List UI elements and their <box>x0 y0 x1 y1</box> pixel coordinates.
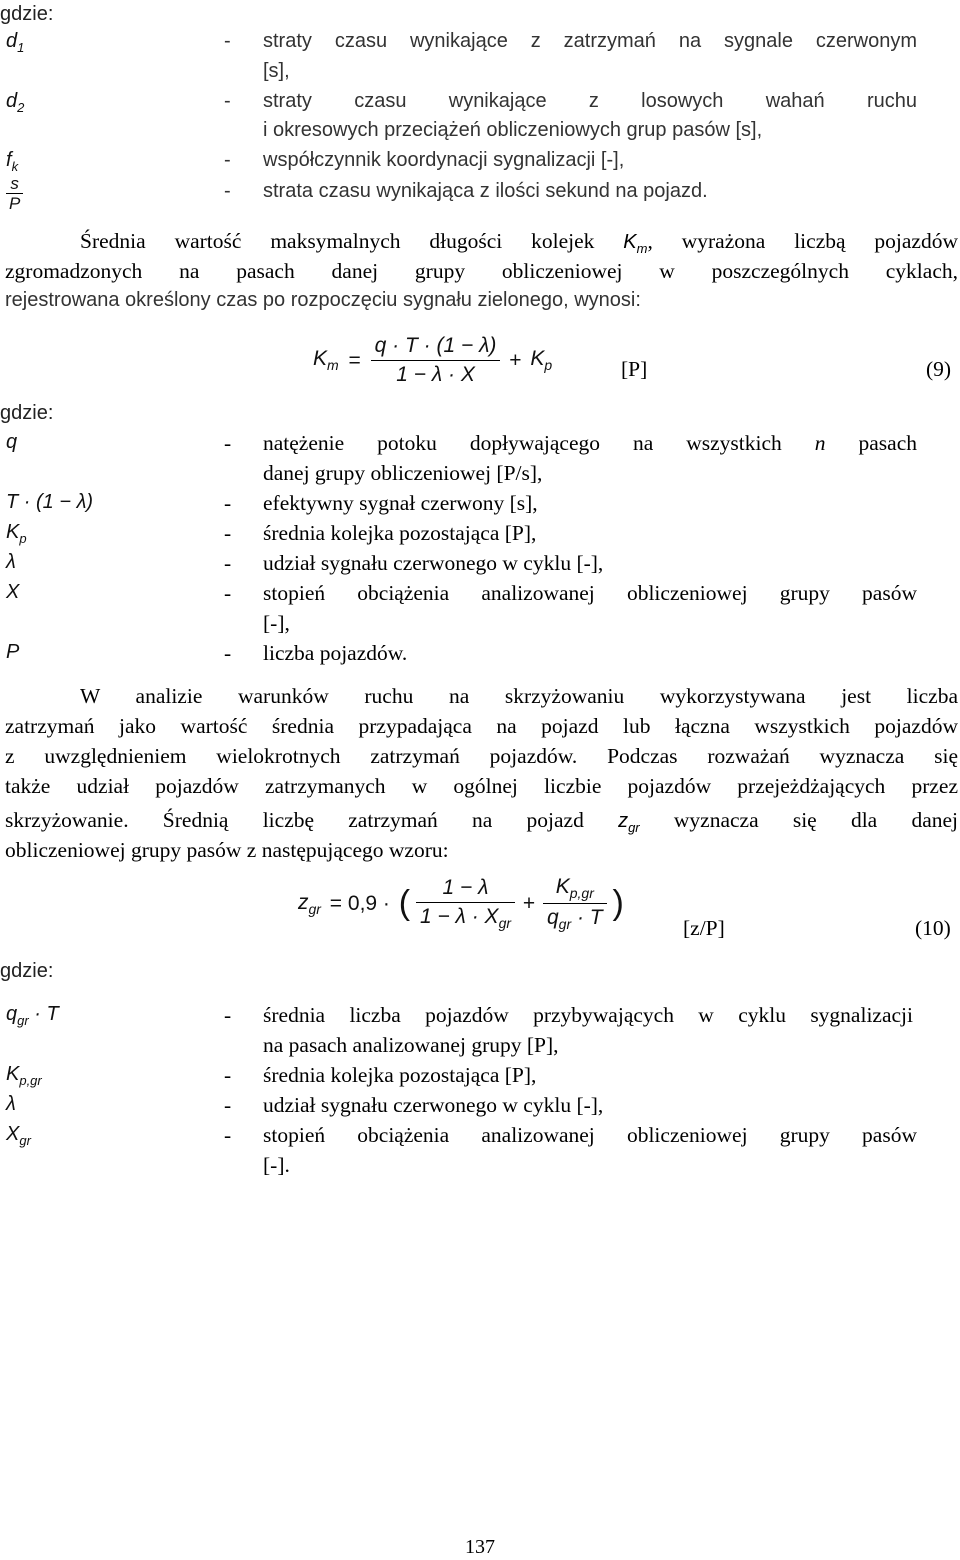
dash: - <box>224 431 232 455</box>
symbol-xgr: $X_{gr}$ <box>6 1123 31 1148</box>
definition-lambda: udział sygnału czerwonego w cyklu [-], <box>263 551 604 575</box>
definition-qgr-t-line2: na pasach analizowanej grupy [P], <box>263 1033 559 1057</box>
paragraph-1-line-2: zgromadzonych na pasach danej grupy obliczeniowej w poszczególnych cyklach, <box>5 259 958 283</box>
where-label-2: gdzie: <box>0 402 54 424</box>
formula-9-number: (9) <box>926 357 952 381</box>
definition-d1-line1: straty czasu wynikające z zatrzymań na sygnale czerwonym <box>263 30 917 52</box>
definition-xgr-line2: [-]. <box>263 1153 290 1177</box>
symbol-fk: $f_k$ <box>6 149 19 174</box>
dash: - <box>224 1063 232 1087</box>
symbol-lambda-2: λ <box>6 1093 16 1115</box>
definition-d1-line2: [s], <box>263 60 290 82</box>
definition-x-line1: stopień obciążenia analizowanej obliczeniowej grupy pasów <box>263 581 917 605</box>
definition-kp: średnia kolejka pozostająca [P], <box>263 521 537 545</box>
formula-10-fraction-1: $\frac{1 - \lambda}{1 - \lambda \cdot X_{gr}}$ <box>416 876 515 931</box>
symbol-lambda: λ <box>6 551 16 573</box>
definition-qgr-t-line1: średnia liczba pojazdów przybywających w cyklu sygnalizacji <box>263 1003 913 1027</box>
symbol-x: X <box>6 581 20 603</box>
dash: - <box>224 1003 232 1027</box>
definition-x-line2: [-], <box>263 611 290 635</box>
formula-10: $z_{gr} = 0,9$ · ( $\frac{1 - \lambda}{1 - \lambda \cdot X_{gr}}$ + $\frac{K_{p,gr}}{q_{gr} \cdot T}$ ) <box>298 875 624 933</box>
formula-9-fraction: $\frac{q \cdot T \cdot (1 - \lambda)}{1 - \lambda \cdot X}$ <box>371 334 501 387</box>
paragraph-2-line-4: także udział pojazdów zatrzymanych w ogólnej liczbie pojazdów przejeżdżających przez <box>5 774 958 798</box>
symbol-zgr-inline: $z_{gr}$ <box>618 810 640 835</box>
definition-effective-red: efektywny sygnał czerwony [s], <box>263 491 538 515</box>
formula-9-unit: [P] <box>621 357 648 381</box>
formula-10-fraction-2: $\frac{K_{p,gr}}{q_{gr} \cdot T}$ <box>543 875 607 932</box>
symbol-p: P <box>6 641 20 663</box>
dash: - <box>224 30 231 52</box>
where-label-3: gdzie: <box>0 960 54 982</box>
definition-d2-line1: straty czasu wynikające z losowych wahań ruchu <box>263 90 917 112</box>
symbol-d1: $d_1$ <box>6 30 25 55</box>
dash: - <box>224 551 232 575</box>
definition-d2-line2: i okresowych przeciążeń obliczeniowych grup pasów [s], <box>263 119 763 141</box>
formula-9: $K_m$ = $\frac{q \cdot T \cdot (1 - \lambda)}{1 - \lambda \cdot X}$ + $K_p$ <box>313 334 553 386</box>
definition-lambda-2: udział sygnału czerwonego w cyklu [-], <box>263 1093 604 1117</box>
paragraph-1-line-1: Średnia wartość maksymalnych długości kolejek $K_m$, wyrażona liczbą pojazdów <box>80 229 959 256</box>
symbol-s-over-p: $\frac{s}{P}$ <box>6 175 23 212</box>
definition-s-over-p: strata czasu wynikająca z ilości sekund na pojazd. <box>263 180 708 202</box>
definition-kpgr: średnia kolejka pozostająca [P], <box>263 1063 537 1087</box>
page-number: 137 <box>465 1536 495 1558</box>
symbol-kpgr: $K_{p,gr}$ <box>6 1063 42 1088</box>
dash: - <box>224 1093 232 1117</box>
dash: - <box>224 491 232 515</box>
symbol-km-inline: $K_m$ <box>623 231 648 256</box>
dash: - <box>224 581 232 605</box>
dash: - <box>224 90 231 112</box>
definition-p: liczba pojazdów. <box>263 641 408 665</box>
dash: - <box>224 1123 232 1147</box>
symbol-q: q <box>6 431 18 453</box>
definition-q-line1: natężenie potoku dopływającego na wszystkich n pasach <box>263 431 917 455</box>
paragraph-2-line-1: W analizie warunków ruchu na skrzyżowaniu wykorzystywana jest liczba <box>80 684 958 708</box>
paragraph-2-line-6: obliczeniowej grupy pasów z następującego wzoru: <box>5 838 449 862</box>
definition-q-line2: danej grupy obliczeniowej [P/s], <box>263 461 543 485</box>
paragraph-1-line-3: rejestrowana określony czas po rozpoczęciu sygnału zielonego, wynosi: <box>5 289 641 311</box>
paragraph-2-line-5: skrzyżowanie. Średnią liczbę zatrzymań na pojazd $z_{gr}$ wyznacza się dla danej <box>5 808 959 835</box>
where-label-1: gdzie: <box>0 3 54 25</box>
formula-10-unit: [z/P] <box>683 916 725 940</box>
paragraph-2-line-2: zatrzymań jako wartość średnia przypadająca na pojazd lub łączna wszystkich pojazdów <box>5 714 958 738</box>
symbol-d2: $d_2$ <box>6 90 25 115</box>
paragraph-2-line-3: z uwzględnieniem wielokrotnych zatrzymań pojazdów. Podczas rozważań wyznacza się <box>5 744 958 768</box>
dash: - <box>224 149 231 171</box>
dash: - <box>224 180 231 202</box>
dash: - <box>224 641 232 665</box>
symbol-kp: $K_p$ <box>6 521 27 546</box>
symbol-effective-red: T · (1 − λ) <box>6 491 94 513</box>
symbol-qgr-t: $q_{gr} \cdot T$ <box>6 1003 59 1028</box>
formula-10-number: (10) <box>915 916 951 940</box>
dash: - <box>224 521 232 545</box>
definition-fk: współczynnik koordynacji sygnalizacji [-], <box>263 149 625 171</box>
definition-xgr-line1: stopień obciążenia analizowanej obliczeniowej grupy pasów <box>263 1123 917 1147</box>
